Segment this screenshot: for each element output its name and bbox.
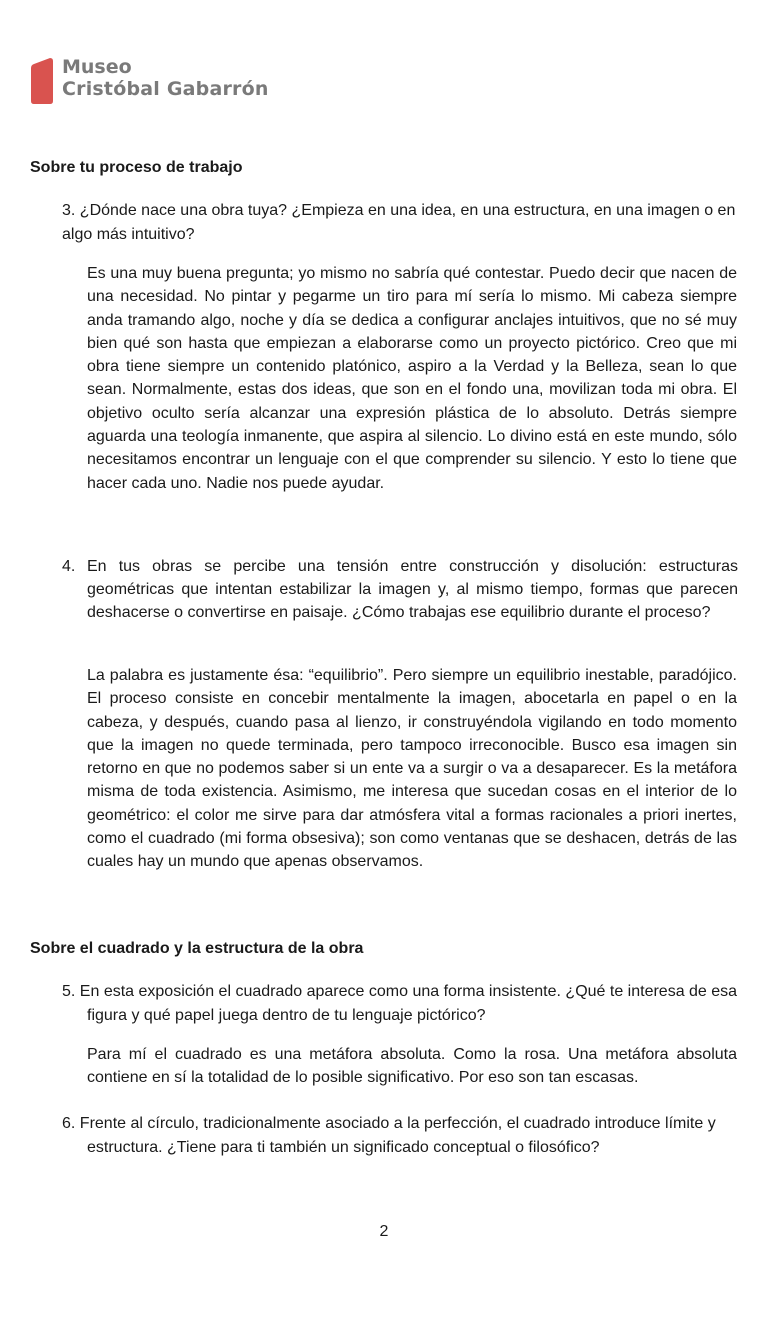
answer-5: Para mí el cuadrado es una metáfora absoluta. Como la rosa. Una metáfora absoluta contiene en sí la totalidad de lo posible significativo. Por eso son tan escasas. bbox=[87, 1046, 737, 1087]
question-3-text: ¿Dónde nace una obra tuya? ¿Empieza en una idea, en una estructura, en una imagen o en algo más intuitivo? bbox=[62, 202, 736, 243]
answer-4: La palabra es justamente ésa: “equilibrio”. Pero siempre un equilibrio inestable, paradójico. El proceso consiste en concebir mentalmente la imagen, abocetarla en papel o en la cabeza, y después, cuando pasa al lienzo, ir construyéndola vigilando en todo momento que la imagen no quede terminada, pero tampoco irreconocible. Busco esa imagen sin retorno en que no podemos saber si un ente va a surgir o va a desaparecer. Es la metáfora misma de toda existencia. Asimismo, me interesa que sucedan cosas en el interior de lo geométrico: el color me sirve para dar atmósfera vital a formas racionales a priori inertes, como el cuadrado (mi forma obsesiva); son como ventanas que se deshacen, detrás de las cuales hay un mundo que apenas observamos. bbox=[87, 667, 737, 871]
museum-logo bbox=[30, 56, 269, 104]
question-5-number: 5. bbox=[62, 983, 76, 1000]
question-4 bbox=[62, 555, 738, 624]
logo-line-museo: Museo bbox=[62, 56, 132, 78]
logo-wordmark bbox=[62, 56, 269, 100]
question-6-text: Frente al círculo, tradicionalmente asociado a la perfección, el cuadrado introduce límite y estructura. ¿Tiene para ti también un significado conceptual o filosófico? bbox=[79, 1115, 716, 1156]
answer-3: Es una muy buena pregunta; yo mismo no sabría qué contestar. Puedo decir que nacen de una necesidad. No pintar y pegarme un tiro para mí sería lo mismo. Mi cabeza siempre anda tramando algo, noche y día se dedica a configurar anclajes intuitivos, que no sé muy bien qué son hasta que empiezan a elaborarse como un proyecto pictórico. Creo que mi obra tiene siempre un contenido platónico, aspiro a la Verdad y la Belleza, sean lo que sean. Normalmente, estas dos ideas, que son en el fondo una, movilizan toda mi obra. El objetivo oculto sería alcanzar una expresión plástica de lo absoluto. Detrás siempre aguarda una teología inmanente, que aspira al silencio. Lo divino está en este mundo, sólo necesitamos encontrar un lenguaje con el que comprender su silencio. Y esto lo tiene que hacer cada uno. Nadie nos puede ayudar. bbox=[87, 265, 737, 492]
page-number: 2 bbox=[379, 1223, 389, 1240]
section-heading-cuadrado: Sobre el cuadrado y la estructura de la obra bbox=[30, 940, 364, 957]
question-6-number: 6. bbox=[62, 1115, 76, 1132]
logo-mark-icon bbox=[30, 58, 54, 104]
logo-line-name: Cristóbal Gabarrón bbox=[62, 78, 269, 100]
question-5-text: En esta exposición el cuadrado aparece como una forma insistente. ¿Qué te interesa de esa figura y qué papel juega dentro de tu lenguaje pictórico? bbox=[79, 983, 738, 1024]
question-5 bbox=[62, 980, 738, 1028]
question-4-text: En tus obras se percibe una tensión entre construcción y disolución: estructuras geométricas que intentan estabilizar la imagen y, al mismo tiempo, formas que parecen deshacerse o convertirse en paisaje. ¿Cómo trabajas ese equilibrio durante el proceso? bbox=[87, 558, 738, 621]
question-3-number: 3. bbox=[62, 202, 76, 219]
question-4-number: 4. bbox=[62, 558, 76, 575]
question-3 bbox=[62, 199, 738, 247]
section-heading-proceso: Sobre tu proceso de trabajo bbox=[30, 159, 243, 176]
question-6 bbox=[62, 1112, 738, 1160]
